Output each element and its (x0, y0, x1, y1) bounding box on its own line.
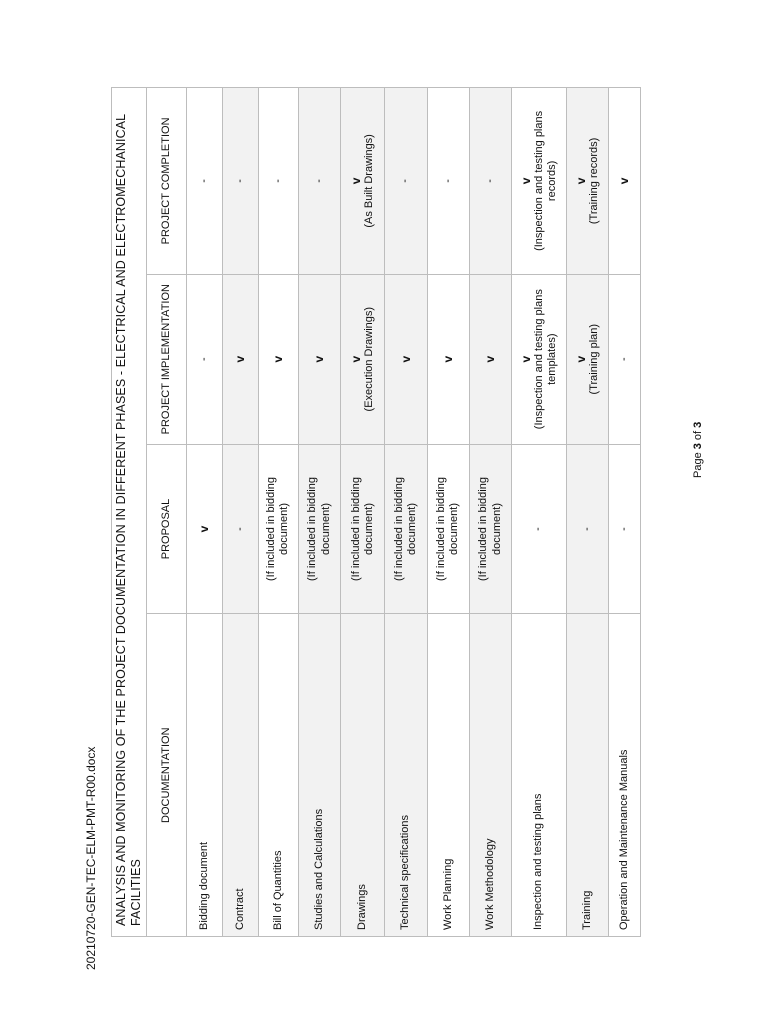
check-mark-icon: v (573, 177, 588, 185)
cell-note: (If included in bidding document) (265, 477, 291, 581)
completion-cell (298, 88, 340, 275)
implementation-cell (567, 274, 609, 444)
cell-note: (Execution Drawings) (363, 306, 376, 412)
table-row (609, 88, 641, 937)
proposal-cell (222, 444, 258, 614)
completion-cell (341, 88, 385, 275)
completion-cell (385, 88, 427, 275)
proposal-cell (341, 444, 385, 614)
table-row (222, 88, 258, 937)
column-header-row (147, 88, 187, 937)
footer-page-number (692, 422, 704, 478)
documentation-cell: Drawings (341, 614, 385, 937)
check-mark-icon: v (312, 355, 327, 363)
documentation-cell: Work Methodology (469, 614, 511, 937)
dash-mark: - (197, 179, 210, 183)
implementation-cell (341, 274, 385, 444)
completion-cell (609, 88, 641, 275)
check-mark-icon: v (398, 355, 413, 363)
cell-note: (As Built Drawings) (363, 134, 376, 228)
dash-mark: - (441, 179, 454, 183)
col-header-documentation: DOCUMENTATION (147, 614, 187, 937)
check-mark-icon: v (348, 355, 363, 363)
check-mark-icon: v (348, 177, 363, 185)
dash-mark: - (581, 527, 594, 531)
implementation-cell (427, 274, 469, 444)
dash-mark: - (312, 179, 325, 183)
implementation-cell (298, 274, 340, 444)
page-current: 3 (692, 443, 704, 450)
cell-note: (If included in bidding document) (435, 477, 461, 581)
table-title: ANALYSIS AND MONITORING OF THE PROJECT DOCUMENTATION IN DIFFERENT PHASES - ELECTRICAL AND ELECTROMECHANICAL FACILITIES (112, 88, 147, 937)
footer-document-code: 20210720-GEN-TEC-ELM-PMT-R00.docx (84, 746, 98, 970)
table-row (427, 88, 469, 937)
documentation-cell: Training (567, 614, 609, 937)
cell-note: (If included in bidding document) (306, 477, 332, 581)
proposal-cell (298, 444, 340, 614)
table-row (385, 88, 427, 937)
implementation-cell (609, 274, 641, 444)
implementation-cell (469, 274, 511, 444)
proposal-cell (187, 444, 223, 614)
check-mark-icon: v (197, 525, 212, 533)
completion-cell (469, 88, 511, 275)
documentation-cell: Work Planning (427, 614, 469, 937)
dash-mark: - (399, 179, 412, 183)
documentation-cell: Bidding document (187, 614, 223, 937)
dash-mark: - (532, 527, 545, 531)
completion-cell (258, 88, 298, 275)
check-mark-icon: v (233, 355, 248, 363)
dash-mark: - (618, 357, 631, 362)
proposal-cell (512, 444, 567, 614)
documentation-cell: Inspection and testing plans (512, 614, 567, 937)
dash-mark: - (233, 527, 246, 531)
documentation-table (111, 87, 641, 937)
cell-note: (If included in bidding document) (392, 477, 419, 581)
completion-cell (187, 88, 223, 275)
implementation-cell (385, 274, 427, 444)
proposal-cell (469, 444, 511, 614)
documentation-cell: Bill of Quantities (258, 614, 298, 937)
completion-cell (512, 88, 567, 275)
proposal-cell (567, 444, 609, 614)
dash-mark: - (483, 179, 496, 183)
check-mark-icon: v (483, 355, 498, 363)
cell-note: (Inspection and testing plans templates) (533, 289, 559, 430)
dash-mark: - (271, 179, 284, 183)
proposal-cell (258, 444, 298, 614)
documentation-cell: Studies and Calculations (298, 614, 340, 937)
implementation-cell (222, 274, 258, 444)
documentation-cell: Contract (222, 614, 258, 937)
proposal-cell (609, 444, 641, 614)
table-row (258, 88, 298, 937)
check-mark-icon: v (573, 355, 588, 363)
implementation-cell (187, 274, 223, 444)
col-header-proposal: PROPOSAL (147, 444, 187, 614)
implementation-cell (512, 274, 567, 444)
check-mark-icon: v (617, 177, 632, 185)
dash-mark: - (197, 357, 210, 362)
table-row (512, 88, 567, 937)
page-of: of (692, 427, 704, 444)
page-prefix: Page (692, 449, 704, 478)
check-mark-icon: v (518, 177, 533, 185)
dash-mark: - (618, 527, 631, 531)
check-mark-icon: v (441, 355, 456, 363)
cell-note: (Training records) (588, 137, 601, 225)
table-row (567, 88, 609, 937)
proposal-cell (385, 444, 427, 614)
page-total: 3 (692, 421, 704, 428)
table-row (298, 88, 340, 937)
col-header-implementation: PROJECT IMPLEMENTATION (147, 274, 187, 444)
proposal-cell (427, 444, 469, 614)
cell-note: (Training plan) (588, 323, 601, 395)
documentation-cell: Operation and Maintenance Manuals (609, 614, 641, 937)
implementation-cell (258, 274, 298, 444)
cell-note: (Inspection and testing plans records) (533, 110, 559, 251)
table-row (469, 88, 511, 937)
table-body (187, 88, 641, 937)
table-row (187, 88, 223, 937)
check-mark-icon: v (271, 355, 286, 363)
document-sheet (111, 87, 641, 937)
check-mark-icon: v (518, 355, 533, 363)
table-row (341, 88, 385, 937)
documentation-cell: Technical specifications (385, 614, 427, 937)
col-header-completion: PROJECT COMPLETION (147, 88, 187, 275)
completion-cell (222, 88, 258, 275)
completion-cell (567, 88, 609, 275)
completion-cell (427, 88, 469, 275)
cell-note: (If included in bidding document) (349, 477, 375, 581)
dash-mark: - (233, 179, 246, 183)
cell-note: (If included in bidding document) (477, 477, 503, 581)
